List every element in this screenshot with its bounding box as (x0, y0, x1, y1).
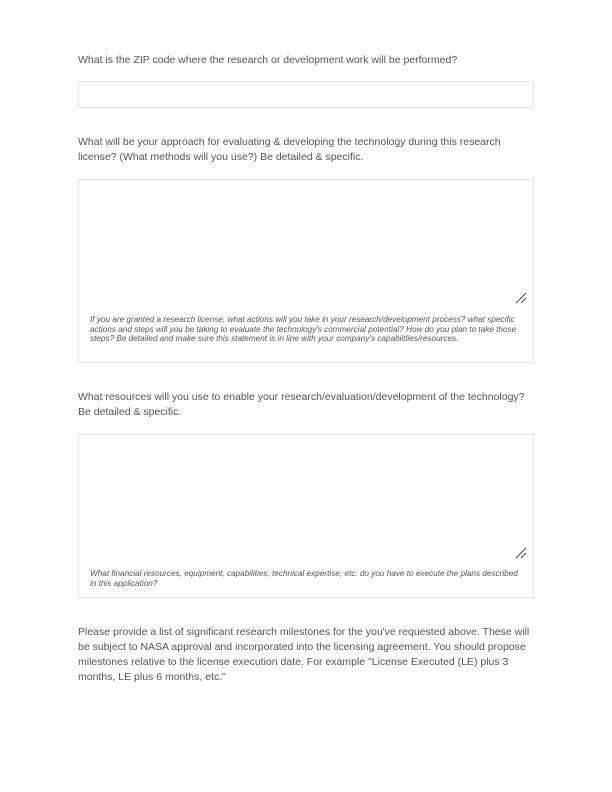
zip-code-input[interactable] (79, 82, 533, 107)
resources-help-text: What financial resources, equipment, capabilities, technical expertise, etc. do you have to execute the plans described in this application? (90, 569, 518, 588)
milestones-question-label: Please provide a list of significant research milestones for the you've requested above. These will be subject to NASA approval and incorporated into the licensing agreement. You should propose milestones relative to the license execution date. For example "License Executed (LE) plus 3 months, LE plus 6 months, etc." (78, 626, 530, 683)
zip-question-label: What is the ZIP code where the research or development work will be performed? (78, 54, 458, 66)
approach-question-label: What will be your approach for evaluating & developing the technology during this research license? (What methods will you use?) Be detailed & specific. (78, 136, 501, 163)
resize-handle-icon[interactable] (515, 546, 527, 558)
resources-textarea[interactable] (79, 435, 533, 565)
resize-handle-icon[interactable] (515, 291, 527, 303)
approach-help-text: If you are granted a research license, what actions will you take in your research/development process? what specific actions and steps will you be taking to evaluate the technology's commercial potential? How do you plan to take those steps? Be detailed and make sure this statement is in line with your company's capabiitlies/resources. (90, 315, 517, 344)
zip-code-field[interactable] (78, 81, 534, 108)
resources-field[interactable] (78, 434, 534, 598)
approach-field[interactable] (78, 179, 534, 363)
approach-textarea[interactable] (79, 180, 533, 310)
resources-question-label: What resources will you use to enable your research/evaluation/development of the technology? Be detailed & specific. (78, 391, 525, 418)
